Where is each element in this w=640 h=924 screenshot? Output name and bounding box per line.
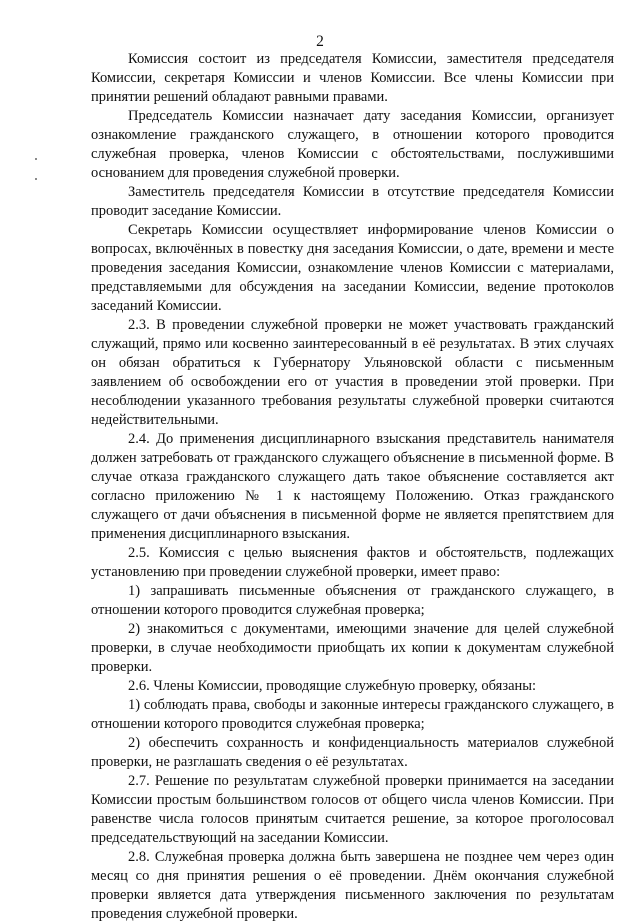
paragraph-2-6-item-1: 1) соблюдать права, свободы и законные интересы гражданского служащего, в отношении которого проводится служебная проверка; [91,697,614,732]
paragraph-2-7: 2.7. Решение по результатам служебной проверки принимается на заседании Комиссии простым большинством голосов от общего числа членов Комиссии. При равенстве числа голосов принятым считается решение, за которое проголосовал председательствующий на заседании Комиссии. [91,773,614,846]
paragraph-2-5-item-1: 1) запрашивать письменные объяснения от гражданского служащего, в отношении которого проводится служебная проверка; [91,583,614,618]
scan-artifact-dot [35,178,37,180]
paragraph-deputy-chairman: Заместитель председателя Комиссии в отсутствие председателя Комиссии проводит заседание Комиссии. [91,184,614,219]
paragraph-commission-composition: Комиссия состоит из председателя Комиссии, заместителя председателя Комиссии, секретаря Комиссии и членов Комиссии. Все члены Комиссии при принятии решений обладают равными правами. [91,51,614,105]
paragraph-2-3: 2.3. В проведении служебной проверки не может участвовать гражданский служащий, прямо или косвенно заинтересованный в её результатах. В этих случаях он обязан обратиться к Губернатору Ульяновской области с письменным заявлением об освобождении его от участия в проведении этой проверки. При несоблюдении указанного требования результаты служебной проверки считаются недействительными. [91,317,614,428]
scan-artifact-dot [35,158,37,160]
paragraph-2-5-item-2: 2) знакомиться с документами, имеющими значение для целей служебной проверки, в случае необходимости приобщать их копии к документам служебной проверки. [91,621,614,675]
paragraph-2-6: 2.6. Члены Комиссии, проводящие служебную проверку, обязаны: [128,678,537,694]
paragraph-2-8: 2.8. Служебная проверка должна быть завершена не позднее чем через один месяц со дня принятия решения о её проведении. Днём окончания служебной проверки является дата утверждения письменного заключения по результатам проведения служебной проверки. [91,849,614,922]
paragraph-2-4: 2.4. До применения дисциплинарного взыскания представитель нанимателя должен затребовать от гражданского служащего объяснение в письменной форме. В случае отказа гражданского служащего дать такое объяснение составляется акт согласно приложению № 1 к настоящему Положению. Отказ гражданского служащего от дачи объяснения в письменной форме не является препятствием для применения дисциплинарного взыскания. [91,431,614,542]
paragraph-2-5: 2.5. Комиссия с целью выяснения фактов и обстоятельств, подлежащих установлению при проведении служебной проверки, имеет право: [91,545,614,580]
document-body [91,50,614,924]
page-number: 2 [316,33,324,50]
paragraph-chairman-duties: Председатель Комиссии назначает дату заседания Комиссии, организует ознакомление гражданского служащего, в отношении которого проводится служебная проверка, членов Комиссии с обстоятельствами, послужившими основанием для проведения служебной проверки. [91,108,614,181]
paragraph-2-6-item-2: 2) обеспечить сохранность и конфиденциальность материалов служебной проверки, не разглашать сведения о её результатах. [91,735,614,770]
paragraph-secretary-duties: Секретарь Комиссии осуществляет информирование членов Комиссии о вопросах, включённых в повестку дня заседания Комиссии, о дате, времени и месте проведения заседания Комиссии, ознакомление членов Комиссии с материалами, представляемыми для обсуждения на заседании Комиссии, ведение протоколов заседаний Комиссии. [91,222,614,314]
